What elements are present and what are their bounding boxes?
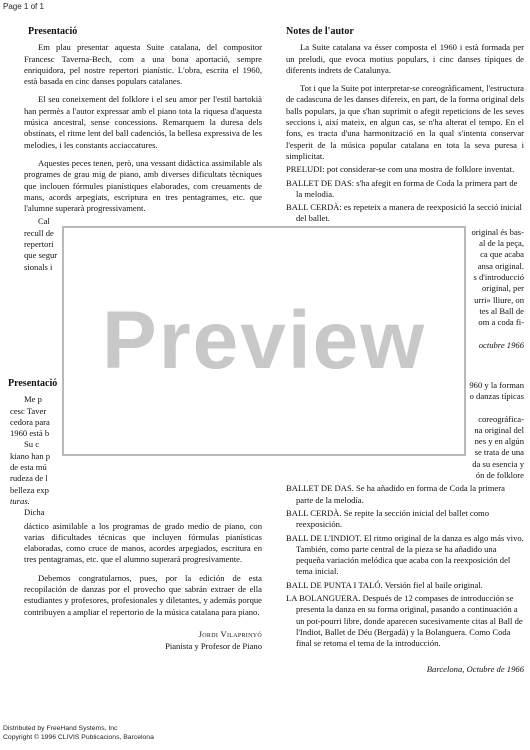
section-title: Notes de l'autor [286,26,354,37]
text-fragment: recull de [24,227,54,238]
text-fragment: cedora para [10,416,50,427]
dance-item: BALL DE PUNTA I TALÓ. Versión fiel al baile original. [286,579,483,590]
footer [3,724,154,742]
text-fragment: al de la peça, [479,238,524,249]
text-fragment: 960 y la forman [469,380,524,390]
text-fragment: 1960 está b [10,428,50,439]
text-fragment: o danzas típicas [469,391,524,402]
paragraph: El seu coneixement del folklore i el seu amor per l'estil bartokià han permès a l'autor expressar amb el piano tota la riquesa d'aquesta música ancestral, sense concessions. Remarquem la duresa dels obstinats, el ritme lent del ball cadenciós, la bellesa expressiva de les melodies, i les constants acciaccatures. [24,94,262,150]
text-fragment: Su c [24,439,40,450]
dance-item: BALL CERDÀ: es repeteix a manera de reexposició la secció inicial del ballet. [286,202,522,224]
text-fragment: cesc Taver [10,405,47,416]
text-fragment: Me p [24,394,42,405]
page-label: Page 1 of 1 [3,2,44,11]
signature-name: Jordi Vilaprinyó [198,628,262,639]
text-fragment: belleza exp [10,484,49,495]
dance-item: BALL DE L'INDIOT. El ritmo original de la danza es algo más vivo. También, como parte central de la pieza se ha añadido una pequeña variación melódica que acaba con la reexposición del tema inicial. [286,532,524,577]
text-fragment: ón de folklore [475,470,524,481]
text-fragment: Dicha [24,507,45,518]
text-fragment: repertori [24,239,54,250]
signature [24,628,262,652]
paragraph: Aquestes peces tenen, però, una vessant didàctica assimilable als programes de grau mig de piano, amb diverses dificultats tècniques que inclouen fórmules pianístiques elaborades, com creuaments de mans, acords arpegiats, escriptura en tres pentagrames, etc. que l'alumne superarà progressivament. [24,157,262,214]
text-fragment: s d'introducció [473,271,524,282]
text-fragment: se trata de una [474,447,524,458]
text-fragment: original és bas- [471,226,524,237]
text-fragment: rudeza de l [10,473,48,484]
footer-distributor: Distributed by FreeHand Systems, Inc [3,725,118,732]
signature-role: Pianista y Profesor de Piano [165,640,262,651]
text-fragment: om a coda fi- [478,317,524,328]
dance-item: BALLET DE DAS. Se ha añadido en forma de Coda la primera parte de la melodía. [286,483,505,505]
paragraph: Em plau presentar aquesta Suite catalana, del compositor Francesc Taverna-Bech, com a una bona aportació, sempre enriquidora, pel nostre repertori pianístic. L'obra, escrita el 1960, està basada en cinc danses populars catalanes. [24,42,262,87]
text-fragment: de esta mú [10,462,47,473]
dance-item: BALLET DE DAS: s'ha afegit en forma de Coda la primera part de la melodia. [286,177,518,199]
text-fragment: na original del [474,424,524,435]
paragraph: Tot i que la Suite pot interpretar-se coreogràficament, l'estructura de cadascuna de les danses difereix, en part, de la forma original dels balls populars, ja que s'han suprimit o afegit repeticions de les seves seccions i, així mateix, en algun cas, se n'ha alterat el tempo. En el fons, es tracta d'una harmonització en la qual s'intenta conservar l'esperit de la música popular catalana en tota la seva puresa i simplicitat. [286,83,524,161]
text-fragment: tes al Ball de [479,305,524,316]
text-fragment: nes y en algún [474,436,524,447]
section-title: Presentació [28,26,78,37]
place-date: Barcelona, Octubre de 1966 [426,663,524,674]
paragraph: Debemos congratularnos, pues, por la edición de esta recopilación de danzas por el provecho que sabrán extraer de ella estudiantes y profesores, profesionales y diletantes, y además porque contribuyen a ampliar el repertorio de la música catalana para piano. [24,572,262,617]
dance-item: BALL CERDÀ. Se repite la sección inicial del ballet como reexposición. [286,507,490,530]
text-fragment: turas. [10,495,30,506]
text-fragment: sionals i [24,261,53,272]
paragraph: dáctico asimilable a los programas de grado medio de piano, con varias dificultades técnicas que incluyen fórmulas pianísticas elaboradas, como cruce de manos, acordes arpegiados, escritura en tres pentagramas, etc. que el alumno superará progresivamente. [24,520,262,565]
text-fragment: urri» lliure, on [474,294,524,305]
text-fragment: kiano han p [10,450,51,461]
text-fragment: coreográfica- [478,413,524,424]
section-title: Presentació [8,378,58,389]
dance-item: LA BOLANGUERA. Después de 12 compases de introducción se presenta la danza en su forma original, pasando a continuación a un pot-pourri libre, donde aparecen sucesivamente citas al Ball de l'Indiot, Ballet de Déu (Bergadà) y la Bolanguera. Como Coda final se retoma el tema de la introducción. [286,593,523,649]
text-fragment: Cal [38,216,50,227]
dance-item: PRELUDI: pot considerar-se com una mostra de folklore inventat. [286,164,515,175]
paragraph: La Suite catalana va ésser composta el 1960 i està formada per un preludi, que evoca motius populars, i cinc danses típiques de diferents indrets de Catalunya. [286,42,524,75]
preview-watermark-text: Preview [102,295,426,386]
text-fragment: que segur [24,250,58,261]
footer-copyright: Copyright © 1996 CLIVIS Publicacions, Barcelona [3,734,154,741]
text-fragment: ca que acaba [480,249,524,260]
text-fragment: original, per [482,283,524,294]
text-fragment: da su esencia y [472,458,524,469]
place-date: octubre 1966 [478,340,524,351]
text-fragment: ansa original. [477,260,524,271]
preview-watermark [62,226,466,456]
